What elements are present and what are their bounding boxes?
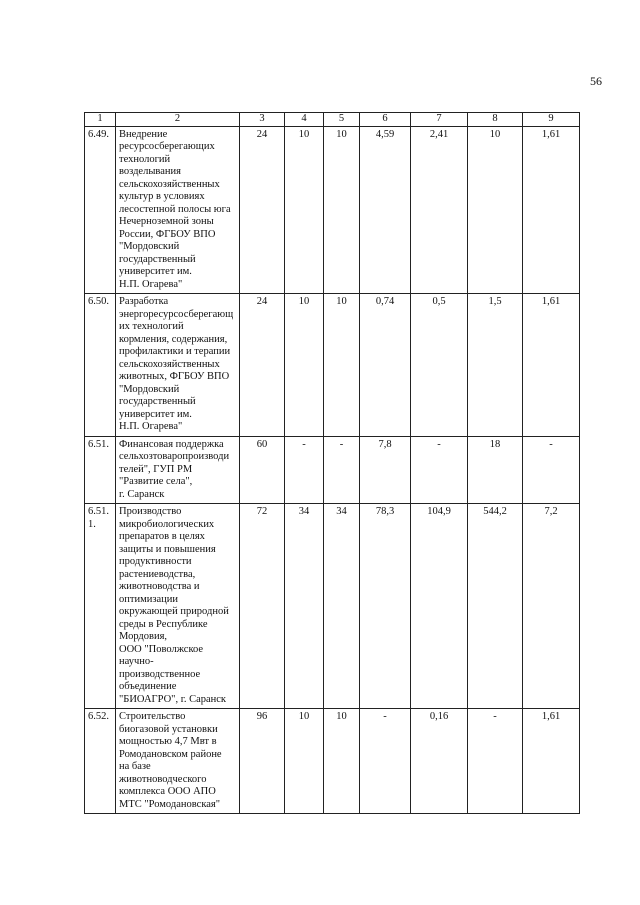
header-cell: 2: [116, 113, 240, 127]
value-cell: 10: [324, 126, 360, 294]
description-line: растениеводства,: [119, 568, 196, 580]
value-cell: 10: [285, 709, 324, 814]
description-line: лесостепной полосы юга: [119, 203, 231, 215]
description-line: окружающей природной: [119, 606, 229, 617]
description-line: Производство: [119, 506, 182, 517]
description-line: МТС "Ромодановская": [119, 798, 221, 810]
description-line: технологий: [119, 153, 171, 165]
table-body: [85, 126, 580, 814]
description-line: Н.П. Огарева": [119, 421, 183, 432]
header-cell: 3: [240, 113, 285, 127]
description-line: Разработка: [119, 296, 169, 307]
table-row: [85, 294, 580, 437]
description-line: Ромодановском районе: [119, 748, 222, 760]
description-line: среды в Республике: [119, 618, 208, 630]
description-line: "Мордовский: [119, 241, 180, 252]
value-cell: 34: [285, 504, 324, 709]
description-line: университет им.: [119, 408, 192, 420]
row-code: 6.51.: [85, 436, 116, 504]
header-cell: 4: [285, 113, 324, 127]
value-cell: 4,59: [360, 126, 411, 294]
value-cell: 24: [240, 294, 285, 437]
value-cell: 10: [324, 709, 360, 814]
table-row: [85, 436, 580, 504]
description-line: биогазовой установки: [119, 723, 218, 735]
header-cell: 6: [360, 113, 411, 127]
description-line: сельскохозяйственных: [119, 178, 220, 190]
page-number: 56: [590, 74, 602, 88]
description-line: их технологий: [119, 321, 184, 332]
description-line: "Мордовский: [119, 383, 180, 395]
value-cell: 1,61: [523, 126, 580, 294]
description-line: Внедрение: [119, 128, 168, 140]
row-code: 6.49.: [85, 126, 116, 294]
value-cell: 1,61: [523, 709, 580, 814]
description-line: защиты и повышения: [119, 543, 216, 555]
description-line: животноводства и: [119, 581, 200, 592]
description-line: Мордовия,: [119, 631, 168, 642]
description-line: профилактики и терапии: [119, 346, 231, 357]
description-line: Н.П. Огарева": [119, 278, 183, 290]
row-code: 6.51. 1.: [85, 504, 116, 709]
description-line: Нечерноземной зоны: [119, 216, 214, 227]
description-line: ресурсосберегающих: [119, 141, 215, 152]
description-line: г. Саранск: [119, 488, 165, 500]
value-cell: 1,5: [468, 294, 523, 437]
description-line: "БИОАГРО", г. Саранск: [119, 693, 227, 705]
row-code: 6.52.: [85, 709, 116, 814]
description-line: оптимизации: [119, 593, 179, 605]
data-table: [84, 112, 580, 814]
value-cell: 34: [324, 504, 360, 709]
value-cell: -: [523, 436, 580, 504]
description-line: на базе: [119, 761, 151, 772]
value-cell: 78,3: [360, 504, 411, 709]
description-line: государственный: [119, 253, 196, 265]
value-cell: 60: [240, 436, 285, 504]
value-cell: -: [285, 436, 324, 504]
value-cell: 18: [468, 436, 523, 504]
value-cell: 7,8: [360, 436, 411, 504]
header-cell: 1: [85, 113, 116, 127]
header-cell: 8: [468, 113, 523, 127]
description-line: университет им.: [119, 266, 192, 277]
value-cell: -: [411, 436, 468, 504]
description-line: Финансовая поддержка: [119, 438, 224, 450]
row-description: [116, 126, 240, 294]
description-line: "Развитие села",: [119, 476, 193, 487]
value-cell: 2,41: [411, 126, 468, 294]
value-cell: 10: [468, 126, 523, 294]
table-row: [85, 504, 580, 709]
description-line: ООО "Поволжское: [119, 643, 204, 655]
value-cell: 96: [240, 709, 285, 814]
description-line: микробиологических: [119, 518, 215, 530]
value-cell: -: [360, 709, 411, 814]
description-line: России, ФГБОУ ВПО: [119, 228, 216, 240]
value-cell: 7,2: [523, 504, 580, 709]
header-cell: 9: [523, 113, 580, 127]
value-cell: 0,16: [411, 709, 468, 814]
description-line: мощностью 4,7 Мвт в: [119, 736, 217, 747]
description-line: телей", ГУП РМ: [119, 463, 193, 475]
value-cell: -: [468, 709, 523, 814]
value-cell: 0,74: [360, 294, 411, 437]
description-line: сельскохозяйственных: [119, 358, 220, 370]
description-line: производственное: [119, 668, 201, 680]
description-line: научно-: [119, 656, 154, 667]
row-description: [116, 436, 240, 504]
value-cell: 544,2: [468, 504, 523, 709]
value-cell: 24: [240, 126, 285, 294]
description-line: продуктивности: [119, 556, 192, 567]
value-cell: -: [324, 436, 360, 504]
header-row: [85, 113, 580, 127]
description-line: животных, ФГБОУ ВПО: [119, 371, 230, 382]
description-line: культур в условиях: [119, 191, 205, 202]
description-line: энергоресурсосберегающ: [119, 308, 234, 320]
row-code: 6.50.: [85, 294, 116, 437]
value-cell: 104,9: [411, 504, 468, 709]
value-cell: 0,5: [411, 294, 468, 437]
description-line: комплекса ООО АПО: [119, 786, 216, 797]
description-line: препаратов в целях: [119, 531, 205, 542]
table-row: [85, 709, 580, 814]
value-cell: 10: [285, 294, 324, 437]
description-line: возделывания: [119, 166, 181, 177]
row-description: [116, 709, 240, 814]
value-cell: 72: [240, 504, 285, 709]
header-cell: 5: [324, 113, 360, 127]
description-line: кормления, содержания,: [119, 333, 228, 345]
table-row: [85, 126, 580, 294]
row-description: [116, 294, 240, 437]
description-line: объединение: [119, 681, 177, 692]
description-line: сельхозтоваропроизводи: [119, 451, 230, 462]
row-description: [116, 504, 240, 709]
description-line: Строительство: [119, 711, 186, 722]
value-cell: 10: [324, 294, 360, 437]
value-cell: 10: [285, 126, 324, 294]
description-line: животноводческого: [119, 773, 207, 785]
value-cell: 1,61: [523, 294, 580, 437]
description-line: государственный: [119, 396, 196, 407]
header-cell: 7: [411, 113, 468, 127]
